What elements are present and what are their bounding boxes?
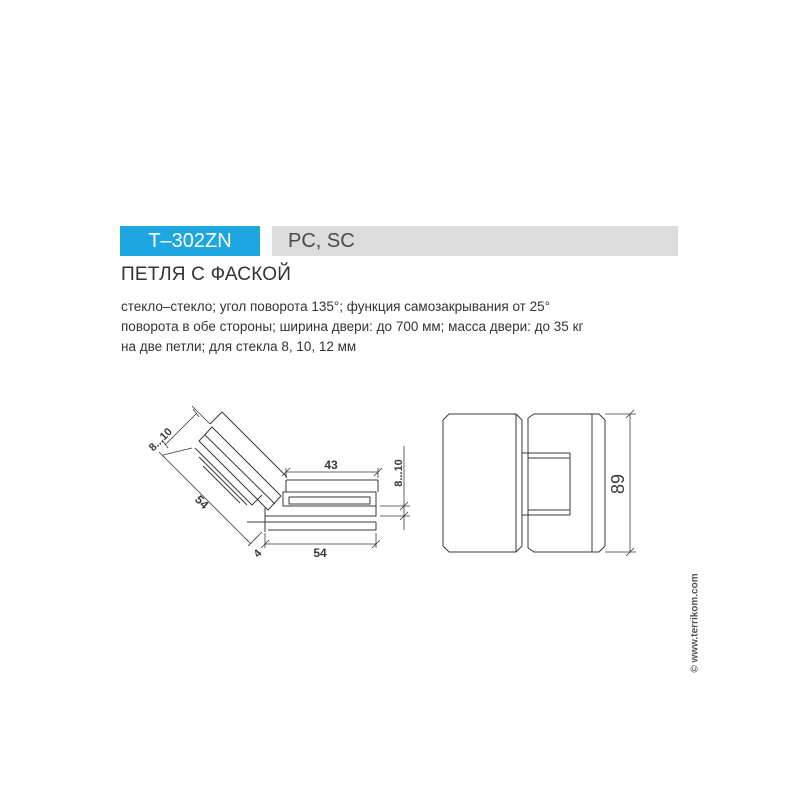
dim-label-diag-length: 54 bbox=[192, 492, 212, 512]
front-hinge-view bbox=[443, 414, 605, 552]
dim-label-glass-left: 8...10 bbox=[146, 425, 175, 454]
product-title: ПЕТЛЯ С ФАСКОЙ bbox=[121, 264, 292, 285]
finish-options-bar: PC, SC bbox=[272, 226, 678, 256]
dim-label-height: 89 bbox=[608, 473, 628, 495]
description-line: на две петли; для стекла 8, 10, 12 мм bbox=[121, 339, 357, 354]
description-line: стекло–стекло; угол поворота 135°; функция самозакрывания от 25° bbox=[121, 299, 551, 314]
description-line: поворота в обе стороны; ширина двери: до 700 мм; масса двери: до 35 кг bbox=[121, 319, 584, 334]
dim-label-glass-right: 8...10 bbox=[393, 459, 405, 487]
dim-label-top-width: 43 bbox=[324, 458, 338, 472]
watermark bbox=[688, 548, 702, 698]
dimension-lines-left bbox=[159, 406, 410, 548]
dim-label-diag-offset: 4 bbox=[251, 547, 265, 561]
dim-label-bottom-width: 54 bbox=[313, 546, 327, 560]
product-code-badge: T–302ZN bbox=[120, 226, 260, 256]
watermark-text: © www.terrikom.com bbox=[689, 573, 701, 673]
